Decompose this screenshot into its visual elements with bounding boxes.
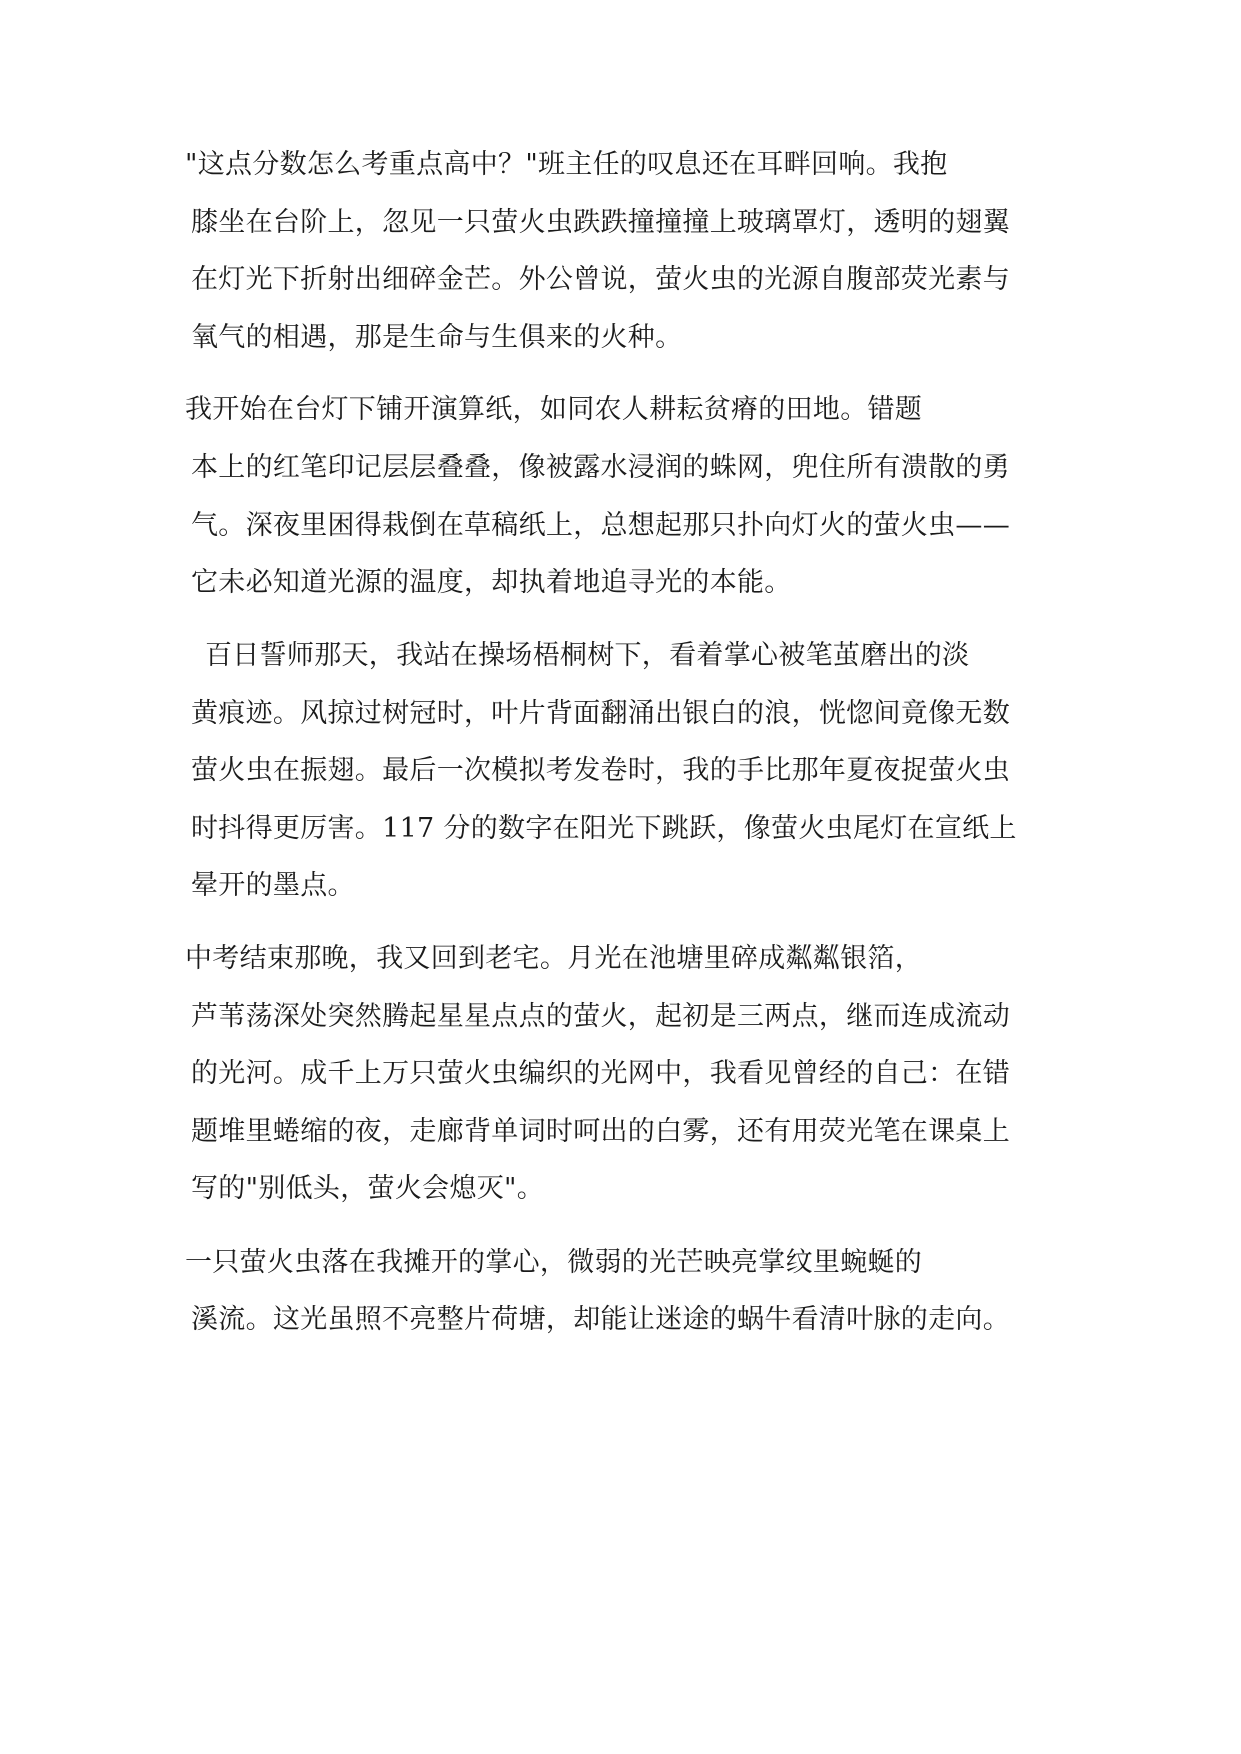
text-line: 的光河。成千上万只萤火虫编织的光网中，我看见曾经的自己：在错 [191, 1058, 1010, 1089]
text-line: 萤火虫在振翅。最后一次模拟考发卷时，我的手比那年夏夜捉萤火虫 [191, 755, 1010, 786]
text-line: 我开始在台灯下铺开演算纸，如同农人耕耘贫瘠的田地。错题 [185, 394, 923, 425]
text-line: "这点分数怎么考重点高中？"班主任的叹息还在耳畔回响。我抱 [185, 149, 948, 180]
text-line: 膝坐在台阶上，忽见一只萤火虫跌跌撞撞撞上玻璃罩灯，透明的翅翼 [191, 207, 1010, 238]
text-line: 氧气的相遇，那是生命与生俱来的火种。 [191, 322, 683, 353]
text-line: 本上的红笔印记层层叠叠，像被露水浸润的蛛网，兜住所有溃散的勇 [191, 452, 1010, 483]
text-line: 一只萤火虫落在我摊开的掌心，微弱的光芒映亮掌纹里蜿蜒的 [185, 1247, 923, 1278]
text-line: 气。深夜里困得栽倒在草稿纸上，总想起那只扑向灯火的萤火虫—— [191, 510, 1010, 541]
text-line: 中考结束那晚，我又回到老宅。月光在池塘里碎成粼粼银箔， [185, 943, 923, 974]
text-line: 在灯光下折射出细碎金芒。外公曾说，萤火虫的光源自腹部荧光素与 [191, 264, 1010, 295]
text-line: 芦苇荡深处突然腾起星星点点的萤火，起初是三两点，继而连成流动 [191, 1001, 1010, 1032]
text-line: 它未必知道光源的温度，却执着地追寻光的本能。 [191, 567, 792, 598]
text-line: 晕开的墨点。 [191, 870, 355, 901]
text-line: 时抖得更厉害。117 分的数字在阳光下跳跃，像萤火虫尾灯在宣纸上 [191, 813, 1017, 844]
text-line: 黄痕迹。风掠过树冠时，叶片背面翻涌出银白的浪，恍惚间竟像无数 [191, 698, 1010, 729]
text-line: 题堆里蜷缩的夜，走廊背单词时呵出的白雾，还有用荧光笔在课桌上 [191, 1116, 1010, 1147]
text-line: 溪流。这光虽照不亮整片荷塘，却能让迷途的蜗牛看清叶脉的走向。 [191, 1304, 1010, 1335]
text-line: 百日誓师那天，我站在操场梧桐树下，看着掌心被笔茧磨出的淡 [205, 640, 970, 671]
text-line: 写的"别低头，萤火会熄灭"。 [191, 1173, 545, 1204]
